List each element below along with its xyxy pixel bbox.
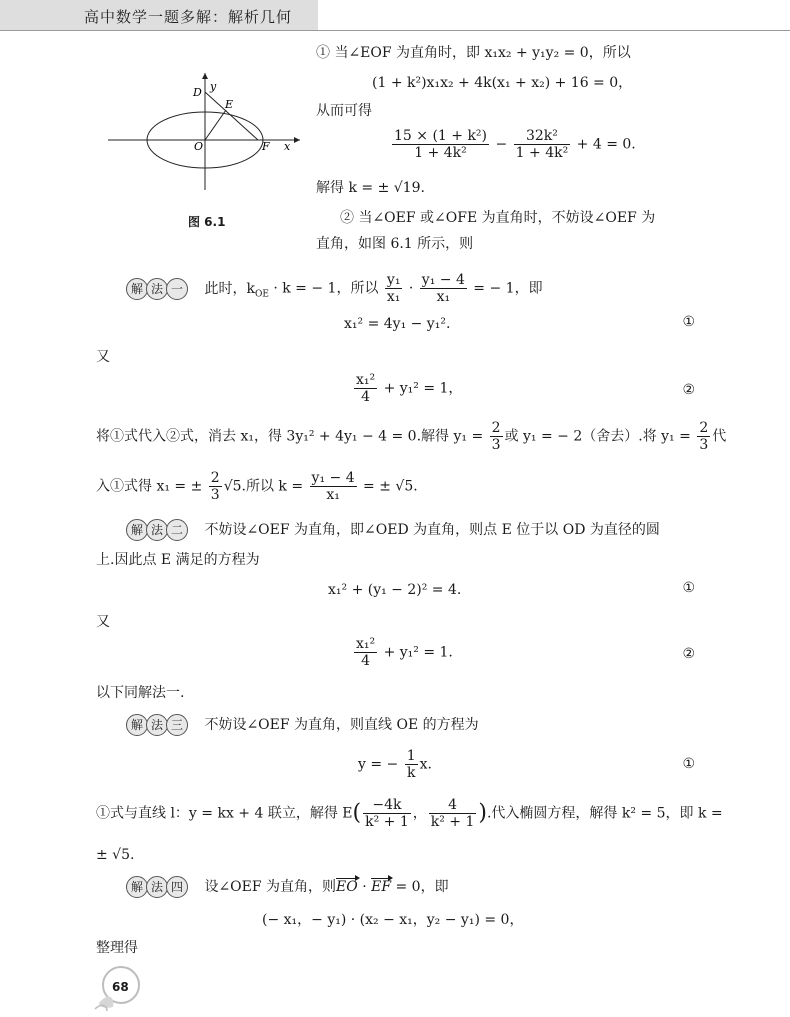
case1-then: 从而可得 <box>316 103 372 119</box>
case2-line1: ② 当∠OEF 或∠OFE 为直角时，不妨设∠OEF 为 <box>340 210 656 226</box>
case2-line2: 直角，如图 6.1 所示，则 <box>316 236 474 252</box>
denominator: 4 <box>361 653 371 669</box>
text: 或 y₁ = − 2（舍去）.将 y₁ = <box>504 428 696 445</box>
numerator: y₁ − 4 <box>421 272 465 288</box>
equation-tail: + y₁² = 1. <box>379 644 453 661</box>
text: y = − <box>358 756 403 773</box>
fraction <box>363 797 411 830</box>
eq-number: ① <box>682 314 695 330</box>
fraction <box>420 272 467 305</box>
method3-line1 <box>126 714 479 736</box>
fraction <box>354 372 377 405</box>
method4-badge <box>126 876 186 898</box>
badge-char: 法 <box>146 519 168 541</box>
vector-EO: EO <box>336 879 358 895</box>
fraction <box>405 748 418 781</box>
method1-eq1: x₁² = 4y₁ − y₁². <box>344 316 451 332</box>
fraction <box>490 420 503 453</box>
denominator: 3 <box>491 437 501 453</box>
case1-intro: ① 当∠EOF 为直角时，即 x₁x₂ + y₁y₂ = 0，所以 <box>316 45 631 61</box>
method2-eq1: x₁² + (y₁ − 2)² = 4. <box>328 582 462 598</box>
label-E: E <box>225 98 234 111</box>
figure-caption: 图 6.1 <box>188 215 226 229</box>
vector-EF: EF <box>371 879 392 895</box>
numerator: 15 × (1 + k²) <box>394 128 488 144</box>
method1-para1 <box>96 420 726 453</box>
case1-result: 解得 k = ± √19. <box>316 180 425 196</box>
method2-line1 <box>126 519 660 541</box>
method3-para1: ①式与直线 l：y = kx + 4 联立，解得 E( $\frac{-4k}{\text{k² + 1}}$ ， $\frac{4}{\text{k² + 1}}$ ).代入椭圆方程，解得 k² = 5，即 k = <box>96 797 723 830</box>
numerator: x₁² <box>356 372 376 388</box>
badge-char: 二 <box>166 519 188 541</box>
text: ①式与直线 l：y = kx + 4 联立，解得 E <box>96 805 353 822</box>
method4-tidy: 整理得 <box>96 940 138 956</box>
numerator: x₁² <box>356 636 376 652</box>
method3-eq <box>358 748 432 781</box>
denominator: x₁ <box>436 289 451 305</box>
fraction <box>429 797 477 830</box>
badge-char: 法 <box>146 278 168 300</box>
equation-tail: + y₁² = 1， <box>379 380 463 397</box>
fraction <box>697 420 710 453</box>
method3-badge <box>126 714 186 736</box>
eq-number: ① <box>682 580 695 596</box>
numerator: 2 <box>210 470 220 486</box>
badge-char: 解 <box>126 714 148 736</box>
label-O: O <box>194 140 204 153</box>
text: · <box>357 879 372 895</box>
page-number: 68 <box>112 980 129 994</box>
badge-char: 三 <box>166 714 188 736</box>
numerator: 2 <box>699 420 709 436</box>
text: · k = − 1，所以 <box>268 280 379 297</box>
label-D: D <box>193 86 202 99</box>
fraction <box>310 470 357 503</box>
running-header <box>0 0 318 31</box>
text: 不妨设∠OEF 为直角，即∠OED 为直角，则点 E 位于以 OD 为直径的圆 <box>204 522 660 538</box>
text: = − 1，即 <box>468 280 543 297</box>
numerator: 2 <box>491 420 501 436</box>
method3-para2: ± √5. <box>96 847 135 863</box>
label-F: F <box>262 140 270 153</box>
method1-badge <box>126 278 186 300</box>
again-text: 又 <box>96 614 110 630</box>
subscript: OE <box>254 289 269 300</box>
text: 代 <box>712 428 727 445</box>
label-y: y <box>210 80 217 93</box>
badge-char: 解 <box>126 519 148 541</box>
badge-char: 法 <box>146 876 168 898</box>
text: = 0，即 <box>391 879 449 895</box>
case1-equation-2: $\frac{\text{15 × (1 + k²)}}{\text{1 + 4k²}}$ − $\frac{\text{32k²}}{\text{1 + 4k²}}$ + 4 = 0. <box>394 128 636 161</box>
denominator: 1 + 4k² <box>515 145 569 161</box>
numerator: −4k <box>363 797 411 814</box>
case1-equation: (1 + k²)x₁x₂ + 4k(x₁ + x₂) + 16 = 0， <box>372 75 633 91</box>
method1-intro <box>126 272 543 305</box>
badge-char: 解 <box>126 876 148 898</box>
equation-tail: + 4 = 0. <box>576 136 636 153</box>
eq-number: ② <box>682 646 695 662</box>
fraction <box>354 636 377 669</box>
text: √5.所以 k = <box>223 478 308 495</box>
numerator: 4 <box>429 797 477 814</box>
eq-number: ② <box>682 382 695 398</box>
method4-line1 <box>126 876 449 898</box>
figure-ellipse-diagram <box>108 70 308 195</box>
denominator: x₁ <box>386 289 401 305</box>
eq-number: ① <box>682 756 695 772</box>
again-text: 又 <box>96 349 110 365</box>
book-title: 高中数学一题多解：解析几何 <box>84 8 293 26</box>
denominator: 4 <box>361 389 371 405</box>
dot: · <box>404 280 418 297</box>
fraction <box>209 470 222 503</box>
method2-same: 以下同解法一. <box>96 685 185 701</box>
method2-eq2 <box>352 636 453 669</box>
method2-badge <box>126 519 186 541</box>
text: = ± √5. <box>358 478 418 495</box>
method1-eq2 <box>352 372 462 405</box>
header-rule <box>318 30 790 31</box>
numerator: y₁ <box>386 272 401 288</box>
fraction <box>385 272 403 305</box>
method4-eq: (− x₁，− y₁) · (x₂ − x₁，y₂ − y₁) = 0， <box>262 912 524 928</box>
denominator: 3 <box>699 437 709 453</box>
method1-para2 <box>96 470 418 503</box>
text: 此时，k <box>204 280 255 297</box>
fraction <box>392 128 489 161</box>
label-x: x <box>284 140 291 153</box>
numerator: 32k² <box>514 128 571 145</box>
denominator: x₁ <box>326 487 340 503</box>
badge-char: 一 <box>166 278 188 300</box>
denominator: 1 + 4k² <box>414 145 467 161</box>
badge-char: 解 <box>126 278 148 300</box>
text: x. <box>419 756 433 773</box>
badge-char: 法 <box>146 714 168 736</box>
denominator: 3 <box>210 487 220 503</box>
numerator: y₁ − 4 <box>311 470 355 486</box>
text: 设∠OEF 为直角，则 <box>204 879 337 895</box>
text: 入①式得 x₁ = ± <box>96 478 207 495</box>
badge-char: 四 <box>166 876 188 898</box>
numerator: 1 <box>406 748 416 764</box>
denominator: k <box>406 765 416 781</box>
denominator: k² + 1 <box>430 814 475 830</box>
denominator: k² + 1 <box>365 814 409 830</box>
text: 不妨设∠OEF 为直角，则直线 OE 的方程为 <box>204 717 479 733</box>
method2-line2: 上.因此点 E 满足的方程为 <box>96 552 260 568</box>
text: .代入椭圆方程，解得 k² = 5，即 k = <box>486 805 723 822</box>
fraction <box>514 128 571 161</box>
text: 将①式代入②式，消去 x₁，得 3y₁² + 4y₁ − 4 = 0.解得 y₁ = <box>96 428 488 445</box>
